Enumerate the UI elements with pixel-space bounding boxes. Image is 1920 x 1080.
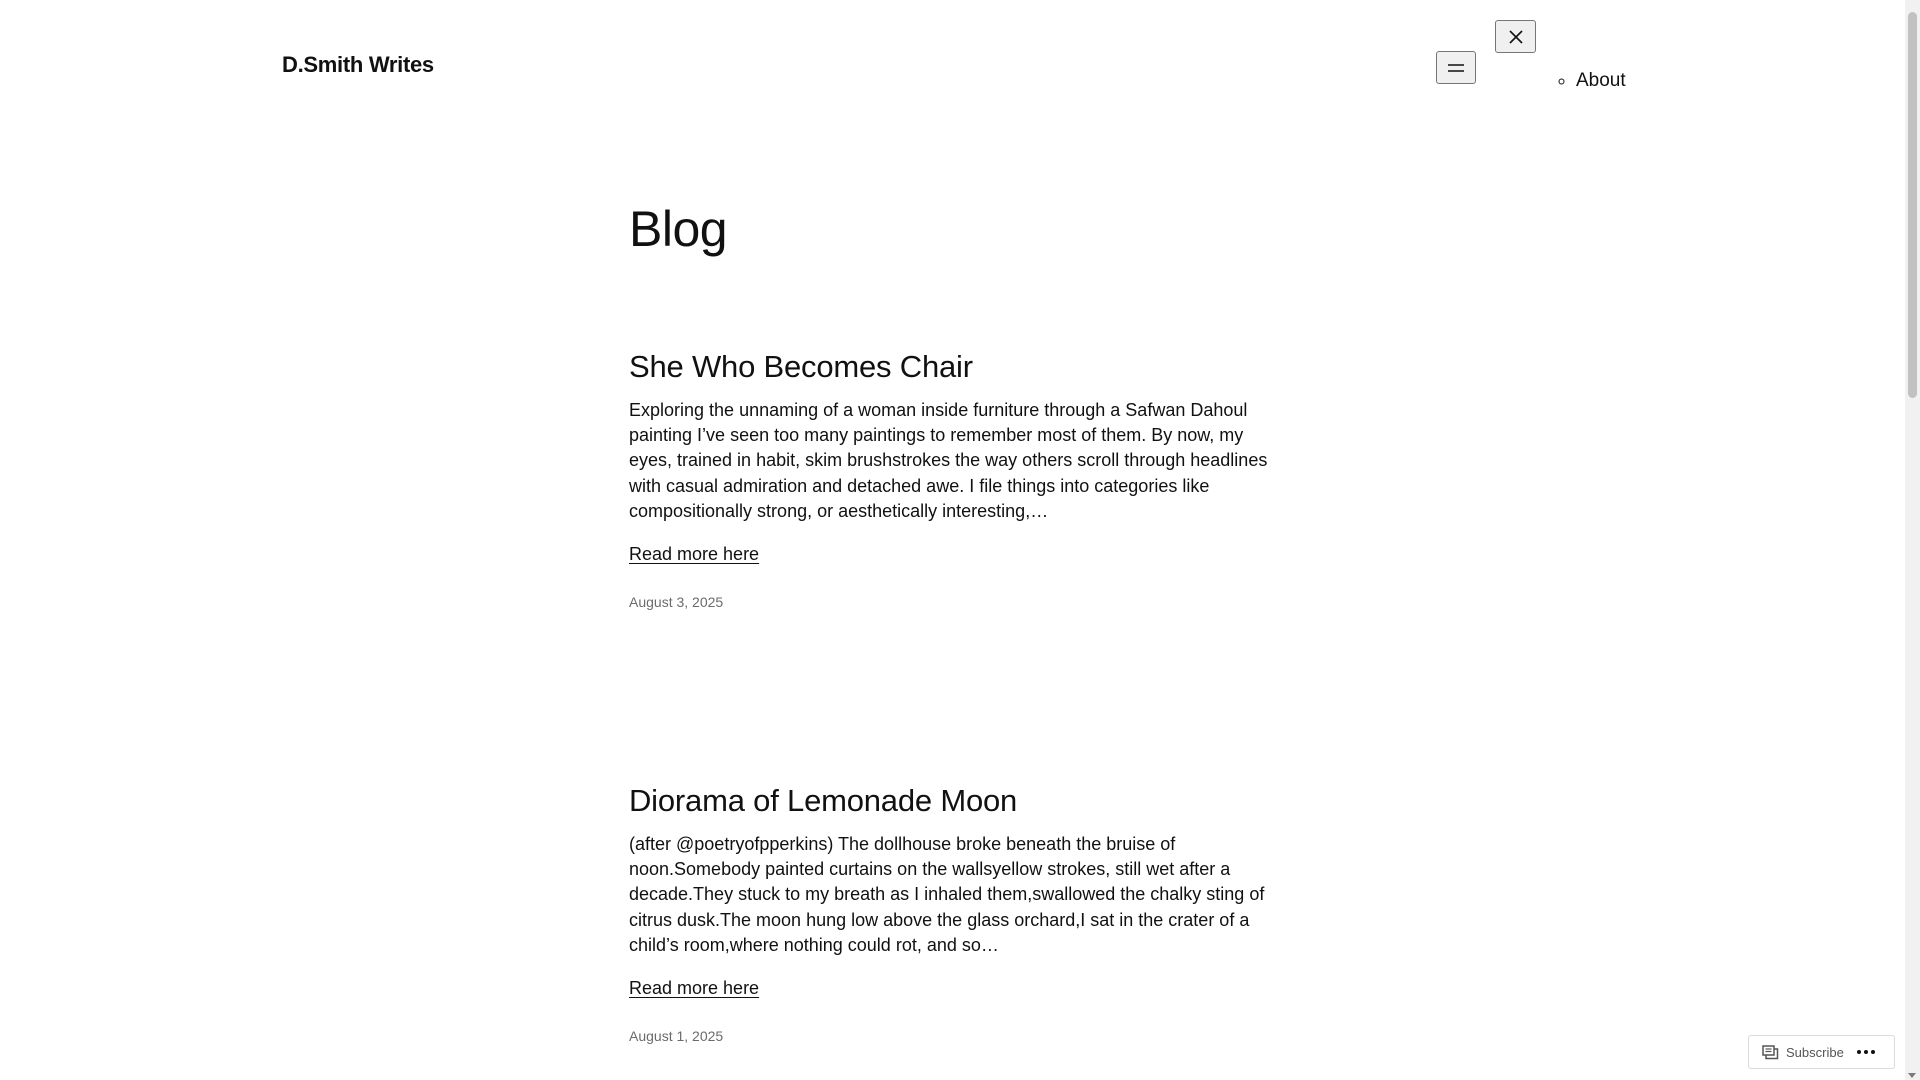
close-menu-button[interactable] [1495, 20, 1536, 53]
site-title[interactable]: D.Smith Writes [282, 52, 434, 77]
read-more-link[interactable]: Read more here [629, 978, 760, 999]
post-item [629, 780, 1269, 1044]
post-title[interactable]: She Who Becomes Chair [629, 349, 973, 384]
subscribe-button[interactable] [1762, 1045, 1844, 1060]
scroll-down-arrow-icon[interactable] [1908, 1073, 1916, 1078]
ellipsis-icon [1856, 1049, 1876, 1055]
post-title[interactable]: Diorama of Lemonade Moon [629, 783, 1018, 818]
post-date: August 3, 2025 [629, 594, 724, 611]
reader-icon [1762, 1045, 1779, 1060]
post-item [629, 346, 1269, 610]
hamburger-menu-icon [1446, 62, 1466, 74]
vertical-scrollbar[interactable] [1905, 0, 1920, 1080]
open-menu-button[interactable] [1436, 51, 1476, 84]
subscribe-label: Subscribe [1786, 1044, 1844, 1060]
navigation-menu [1556, 70, 1626, 92]
post-excerpt: Exploring the unnaming of a woman inside furniture through a Safwan Dahoul painting I’ve seen too many paintings to remember most of them. By now, my eyes, trained in habit, skim brushstrokes the way others scroll through headlines with casual admiration and detached awe. I file things into categories like compositionally strong, or aesthetically interesting,… [629, 400, 1268, 521]
close-icon [1508, 29, 1524, 45]
more-options-button[interactable] [1856, 1049, 1876, 1055]
read-more-link[interactable]: Read more here [629, 544, 760, 565]
subscribe-bar [1748, 1035, 1895, 1069]
nav-link-about[interactable]: About [1576, 70, 1626, 91]
post-date: August 1, 2025 [629, 1028, 724, 1045]
scrollbar-thumb[interactable] [1908, 12, 1917, 398]
nav-item-about [1576, 70, 1626, 92]
post-excerpt: (after @poetryofpperkins) The dollhouse broke beneath the bruise of noon.Somebody painted curtains on the wallsyellow strokes, still wet after a decade.They stuck to my breath as I inhaled them,swallowed the chalky sting of citrus dusk.The moon hung low above the glass orchard,I sat in the crater of a child’s room,where nothing could rot, and so… [629, 834, 1265, 955]
page-title: Blog [629, 201, 728, 257]
